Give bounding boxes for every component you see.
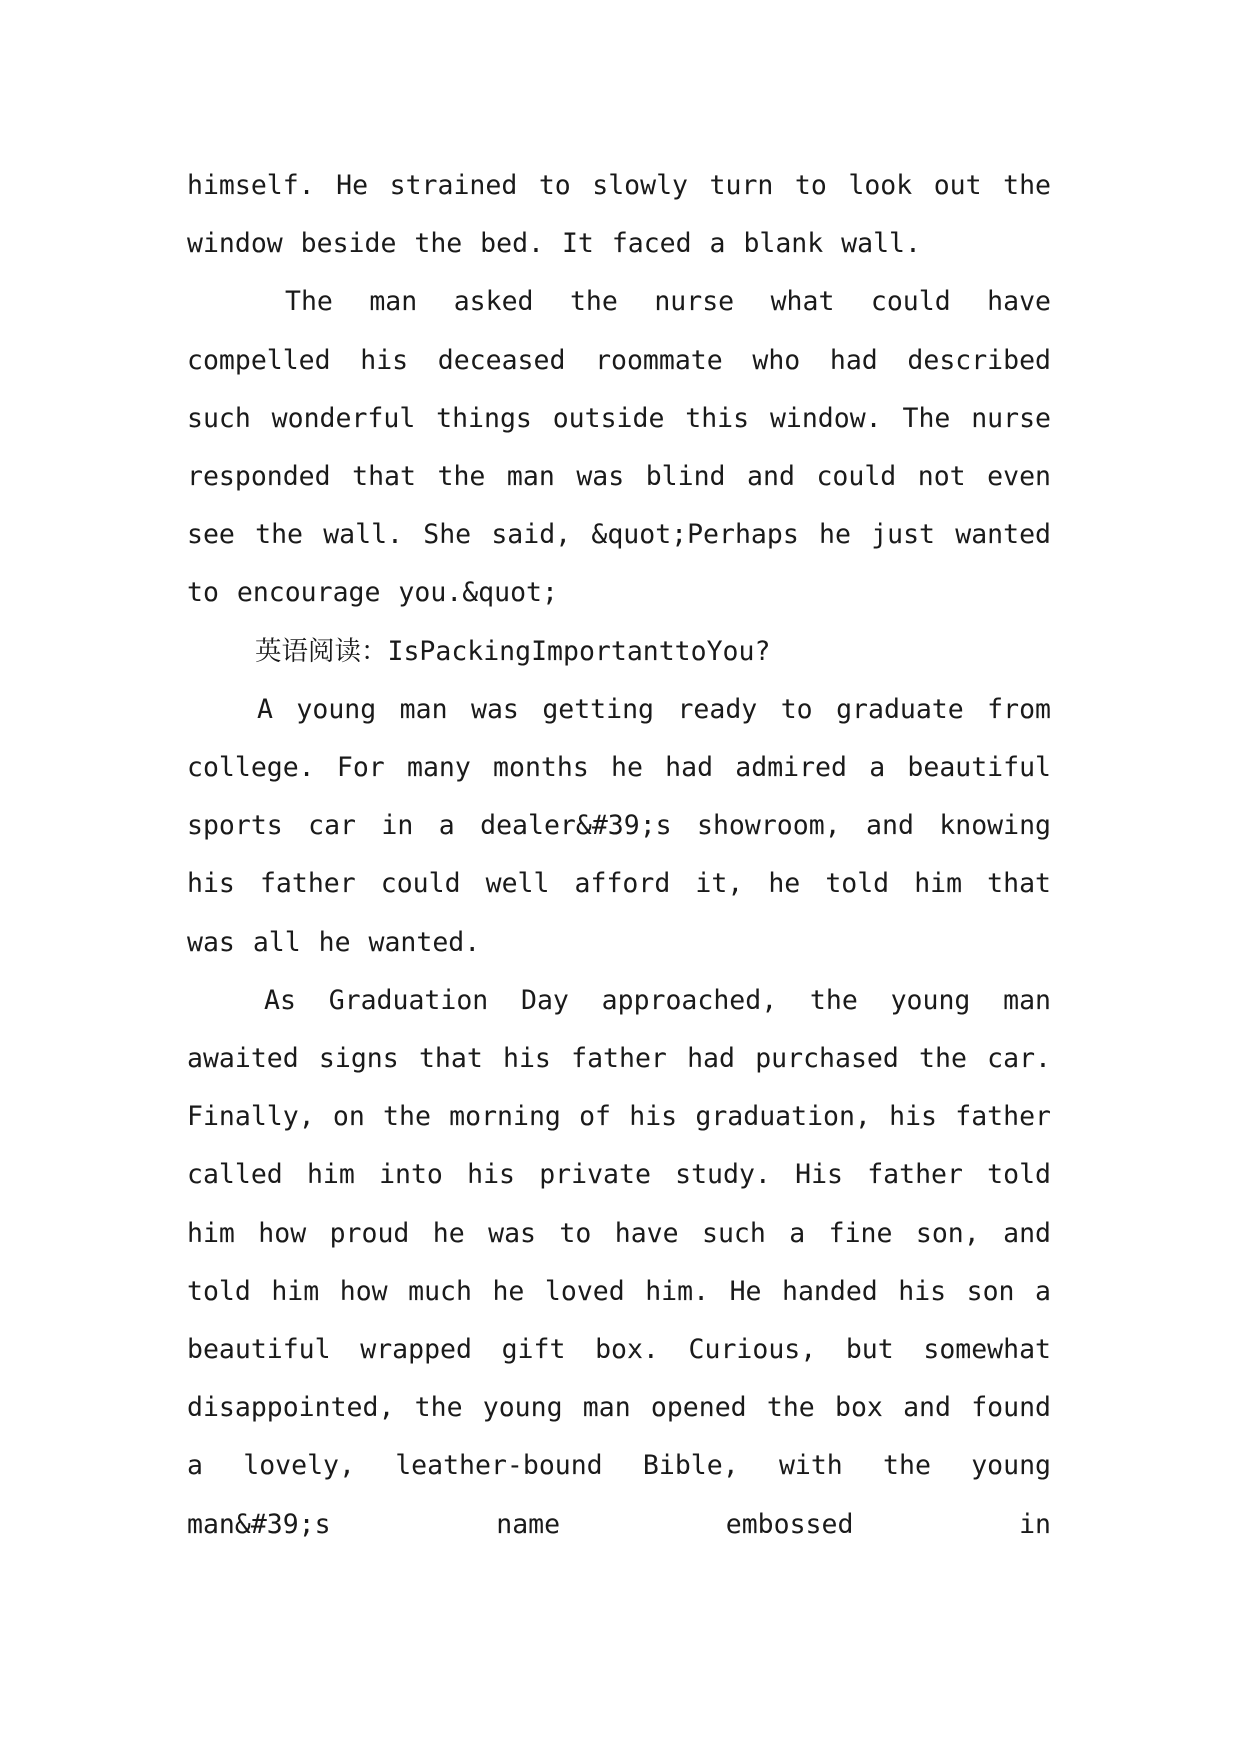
paragraph-nurse: The man asked the nurse what could have compelled his deceased roommate who had described such wonderful things outside this window. The nurse responded that the man was blind and could not even see the wall. She said, &quot;Perhaps he just wanted to encourage you.&quot; [187,286,1051,609]
paragraph-continuation: himself. He strained to slowly turn to look out the window beside the bed. It faced a blank wall. [187,170,1051,260]
document-body [187,157,1051,1554]
paragraph-graduation-intro: A young man was getting ready to graduate from college. For many months he had admired a beautiful sports car in a dealer&#39;s showroom, and knowing his father could well afford it, he told him that was all he wanted. [187,693,1051,958]
paragraph-graduation-day: As Graduation Day approached, the young man awaited signs that his father had purchased the car. Finally, on the morning of his graduation, his father called him into his private study. His father told him how proud he was to have such a fine son, and told him how much he loved him. He handed his son a beautiful wrapped gift box. Curious, but somewhat disappointed, the young man opened the box and found a lovely, leather-bound Bible, with the young man&#39;s name embossed in [187,984,1051,1540]
section-heading: 英语阅读：IsPackingImportanttoYou? [255,635,771,667]
